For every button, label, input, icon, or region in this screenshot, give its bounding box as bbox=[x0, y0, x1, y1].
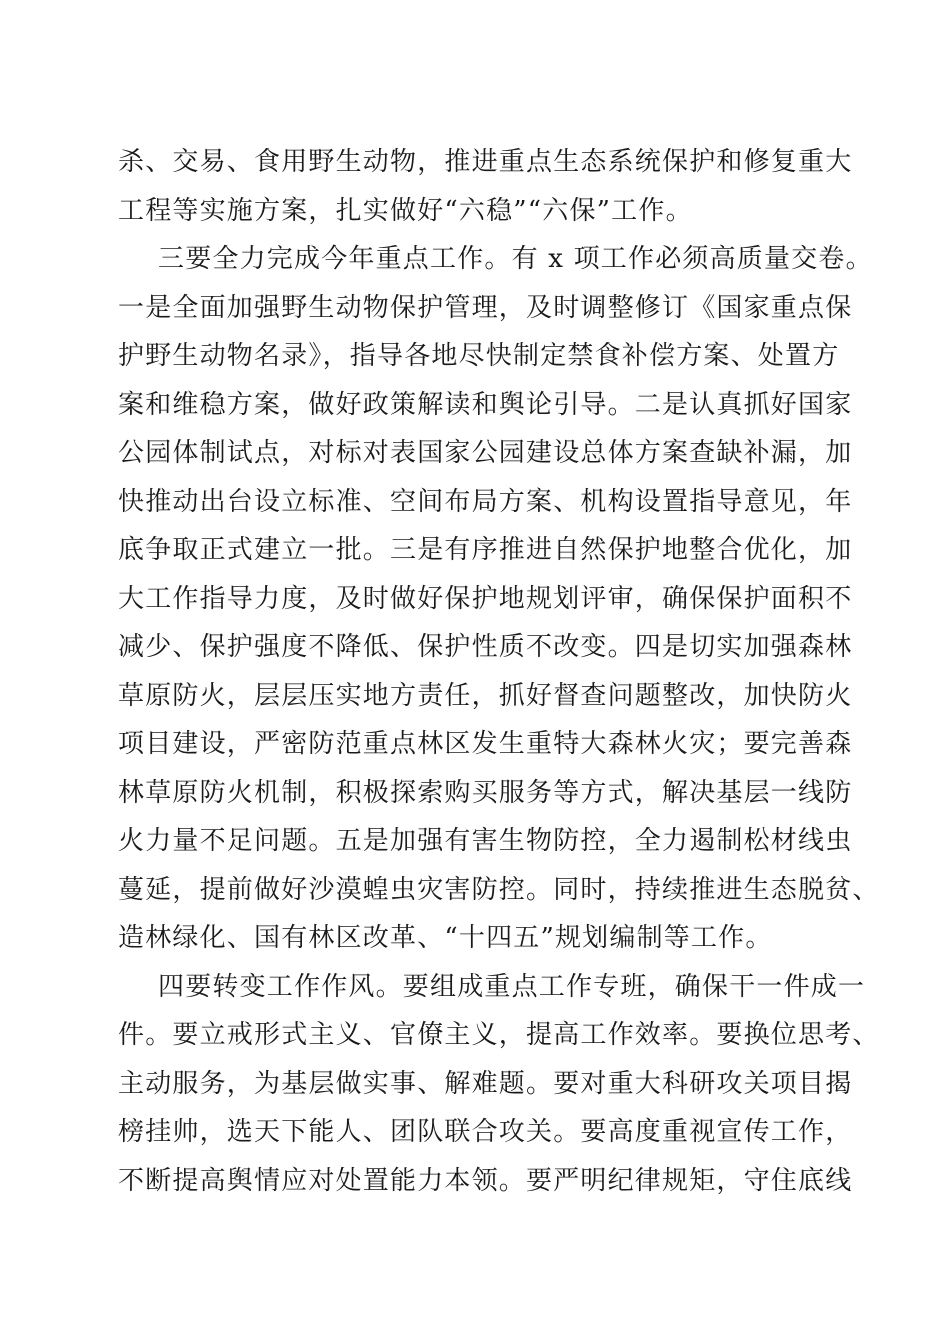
text-line: 林草原防火机制，积极探索购买服务等方式，解决基层一线防 bbox=[118, 777, 853, 808]
text-line: 杀、交易、食用野生动物，推进重点生态系统保护和修复重大 bbox=[118, 147, 853, 177]
text-line: 护野生动物名录》，指导各地尽快制定禁食补偿方案、处置方 bbox=[118, 341, 840, 371]
text-line: 件。要立戒形式主义、官僚主义，提高工作效率。要换位思考、 bbox=[118, 1020, 880, 1050]
text-line: 工程等实施方案，扎实做好“六稳”“六保”工作。 bbox=[118, 195, 693, 226]
body-text bbox=[118, 138, 880, 1205]
text-line: 不断提高舆情应对处置能力本领。要严明纪律规矩，守住底线 bbox=[118, 1165, 853, 1196]
text-line: 公园体制试点，对标对表国家公园建设总体方案查缺补漏，加 bbox=[118, 438, 853, 468]
text-line: 火力量不足问题。五是加强有害生物防控，全力遏制松材线虫 bbox=[118, 826, 853, 856]
text-line: 榜挂帅，选天下能人、团队联合攻关。要高度重视宣传工作， bbox=[118, 1117, 853, 1147]
text-line: 减少、保护强度不降低、保护性质不改变。四是切实加强森林 bbox=[118, 632, 853, 662]
text-line: 造林绿化、国有林区改革、“十四五”规划编制等工作。 bbox=[118, 923, 773, 953]
text-line: 案和维稳方案，做好政策解读和舆论引导。二是认真抓好国家 bbox=[118, 389, 853, 420]
text-line: 主动服务，为基层做实事、解难题。要对重大科研攻关项目揭 bbox=[118, 1068, 853, 1099]
text-line: 底争取正式建立一批。三是有序推进自然保护地整合优化，加 bbox=[118, 535, 853, 565]
text-line: 草原防火，层层压实地方责任，抓好督查问题整改，加快防火 bbox=[118, 680, 853, 711]
text-line: 蔓延，提前做好沙漠蝗虫灾害防控。同时，持续推进生态脱贫、 bbox=[118, 874, 880, 905]
paragraph-start-line: 四要转变工作作风。要组成重点工作专班，确保干一件成一 bbox=[158, 971, 866, 1002]
text-line: 项目建设，严密防范重点林区发生重特大森林火灾；要完善森 bbox=[118, 729, 853, 759]
text-line: 一是全面加强野生动物保护管理，及时调整修订《国家重点保 bbox=[118, 292, 853, 323]
paragraph-start-line: 三要全力完成今年重点工作。有 x 项工作必须高质量交卷。 bbox=[158, 244, 873, 274]
text-line: 快推动出台设立标准、空间布局方案、机构设置指导意见，年 bbox=[118, 486, 853, 517]
text-line: 大工作指导力度，及时做好保护地规划评审，确保保护面积不 bbox=[118, 583, 853, 614]
